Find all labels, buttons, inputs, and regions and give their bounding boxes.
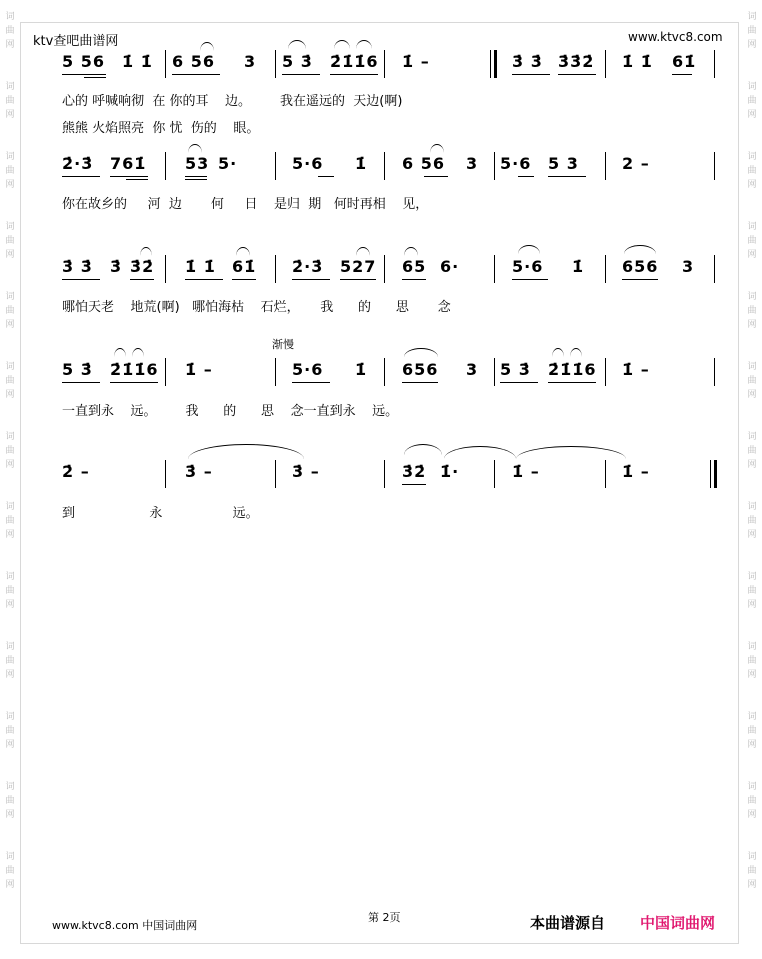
watermark-glyph: 网 — [747, 460, 757, 470]
watermark-glyph: 曲 — [5, 516, 15, 526]
watermark-glyph: 网 — [747, 110, 757, 120]
note-group: 3̇2̇ — [402, 462, 427, 481]
watermark-glyph: 曲 — [747, 446, 757, 456]
watermark-glyph: 词 — [747, 642, 757, 652]
watermark-glyph: 词 — [747, 852, 757, 862]
underline — [110, 176, 148, 177]
note-group: 6 56 — [402, 154, 445, 173]
watermark-glyph: 网 — [5, 110, 15, 120]
barline — [165, 50, 166, 78]
watermark-glyph: 曲 — [747, 376, 757, 386]
watermark-glyph: 词 — [5, 222, 15, 232]
watermark-glyph: 词 — [747, 82, 757, 92]
watermark-glyph: 词 — [747, 712, 757, 722]
watermark-glyph: 网 — [747, 880, 757, 890]
watermark-glyph: 词 — [5, 782, 15, 792]
note-group: 6· — [440, 257, 460, 276]
lyric-line: 到 永 远。 — [62, 506, 259, 521]
barline — [384, 358, 385, 386]
barline — [165, 152, 166, 180]
note-group: 3̇ 3̇ — [62, 257, 93, 276]
barline — [494, 255, 495, 283]
barline — [714, 152, 715, 180]
watermark-glyph: 网 — [5, 740, 15, 750]
note-group: 5 56 — [62, 52, 105, 71]
underline — [402, 484, 426, 485]
watermark-glyph: 曲 — [747, 96, 757, 106]
watermark-glyph: 网 — [5, 670, 15, 680]
watermark-glyph: 曲 — [5, 796, 15, 806]
note-group: 2̇·3̇ — [62, 154, 94, 173]
watermark-glyph: 曲 — [5, 446, 15, 456]
note-group: 2 – — [622, 154, 650, 173]
note-group: 5·6 — [512, 257, 544, 276]
watermark-glyph: 词 — [747, 222, 757, 232]
underline — [130, 279, 154, 280]
underline — [402, 279, 426, 280]
underline — [282, 74, 320, 75]
watermark-glyph: 曲 — [5, 166, 15, 176]
note-group: 5 3̇ — [282, 52, 313, 71]
watermark-glyph: 曲 — [747, 306, 757, 316]
barline — [494, 460, 495, 488]
tempo-marking: 渐慢 — [272, 338, 294, 351]
note-group: 1̇ – — [622, 462, 650, 481]
underline — [548, 176, 586, 177]
barline — [494, 358, 495, 386]
watermark-glyph: 词 — [747, 432, 757, 442]
watermark-glyph: 词 — [5, 362, 15, 372]
watermark-glyph: 词 — [5, 82, 15, 92]
watermark-glyph: 曲 — [5, 26, 15, 36]
header-left: ktv查吧曲谱网 — [33, 34, 119, 49]
note-group: 1̇ — [355, 360, 368, 379]
footer-site[interactable]: www.ktvc8.com 中国词曲网 — [52, 919, 198, 932]
underline — [500, 382, 538, 383]
watermark-glyph: 网 — [5, 390, 15, 400]
score-row-4 — [0, 358, 762, 398]
watermark-glyph: 曲 — [5, 376, 15, 386]
underline — [330, 74, 378, 75]
watermark-glyph: 曲 — [5, 306, 15, 316]
underline — [512, 74, 550, 75]
watermark-glyph: 网 — [5, 810, 15, 820]
watermark-glyph: 词 — [5, 712, 15, 722]
watermark-glyph: 词 — [747, 292, 757, 302]
barline — [714, 50, 715, 78]
note-group: 5 3 — [548, 154, 579, 173]
note-group: 656 — [622, 257, 659, 276]
underline — [232, 279, 256, 280]
note-group: 1̇ 1̇ — [185, 257, 216, 276]
barline — [165, 358, 166, 386]
watermark-glyph: 网 — [5, 320, 15, 330]
watermark-glyph: 网 — [747, 320, 757, 330]
score-row-3 — [0, 255, 762, 295]
watermark-glyph: 网 — [5, 180, 15, 190]
lyric-line: 一直到永 远。 我 的 思 念一直到永 远。 — [62, 404, 399, 419]
note-group: 1̇ – — [622, 360, 650, 379]
repeat-barline — [490, 50, 491, 78]
barline — [605, 50, 606, 78]
barline — [165, 255, 166, 283]
watermark-glyph: 网 — [747, 180, 757, 190]
watermark-glyph: 网 — [5, 40, 15, 50]
watermark-glyph: 网 — [747, 810, 757, 820]
watermark-glyph: 网 — [5, 600, 15, 610]
underline — [62, 279, 100, 280]
note-group: 656 — [402, 360, 439, 379]
underline — [548, 382, 596, 383]
underline — [185, 176, 207, 177]
note-group: 5 3̇ — [62, 360, 93, 379]
underline — [292, 382, 330, 383]
barline — [605, 152, 606, 180]
lyric-line: 熊熊 火焰照亮 你 忧 伤的 眼。 — [62, 121, 260, 136]
barline — [605, 358, 606, 386]
barline — [714, 255, 715, 283]
watermark-glyph: 曲 — [747, 166, 757, 176]
barline — [165, 460, 166, 488]
lyric-line: 你在故乡的 河 边 何 日 是归 期 何时再相 见， — [62, 197, 429, 212]
barline — [275, 50, 276, 78]
barline — [275, 255, 276, 283]
watermark-glyph: 网 — [747, 250, 757, 260]
note-group: 2̇1̇1̇6 — [548, 360, 597, 379]
note-group: 2̇1̇1̇6 — [110, 360, 159, 379]
watermark-glyph: 词 — [5, 502, 15, 512]
underline — [292, 279, 330, 280]
underline — [558, 74, 596, 75]
barline — [384, 152, 385, 180]
watermark-glyph: 曲 — [747, 586, 757, 596]
note-group: 5·6 — [500, 154, 532, 173]
underline — [402, 382, 438, 383]
watermark-glyph: 词 — [747, 782, 757, 792]
underline — [126, 179, 148, 180]
note-group: 1̇ — [572, 257, 585, 276]
note-group: 3 — [682, 257, 695, 276]
lyric-line: 心的 呼喊响彻 在 你的耳 边。 我在遥远的 天边(啊) — [62, 94, 403, 109]
note-group: 1̇ — [355, 154, 368, 173]
note-group: 2̇·3̇ — [292, 257, 324, 276]
underline — [518, 176, 534, 177]
watermark-glyph: 词 — [5, 432, 15, 442]
underline — [62, 74, 106, 75]
note-group: 761̇ — [110, 154, 147, 173]
watermark-glyph: 词 — [5, 642, 15, 652]
barline — [384, 460, 385, 488]
watermark-glyph: 词 — [747, 572, 757, 582]
watermark-glyph: 词 — [747, 152, 757, 162]
watermark-glyph: 网 — [747, 740, 757, 750]
underline — [172, 74, 220, 75]
watermark-glyph: 词 — [5, 152, 15, 162]
note-group: 3 — [244, 52, 257, 71]
underline — [318, 176, 334, 177]
note-group: 5· — [218, 154, 238, 173]
note-group: 53 — [185, 154, 210, 173]
barline — [275, 460, 276, 488]
footer-source-label: 本曲谱源自 — [530, 914, 606, 932]
barline — [494, 152, 495, 180]
note-group: 3 — [466, 360, 479, 379]
lyric-line: 哪怕天老 地荒(啊) 哪怕海枯 石烂， 我 的 思 念 — [62, 300, 451, 315]
watermark-glyph: 词 — [5, 572, 15, 582]
watermark-glyph: 曲 — [747, 866, 757, 876]
watermark-glyph: 曲 — [5, 586, 15, 596]
note-group: 5 3̇ — [500, 360, 531, 379]
note-group: 3̇ – — [292, 462, 320, 481]
note-group: 5·6 — [292, 360, 324, 379]
note-group: 61̇ — [672, 52, 697, 71]
note-group: 3̇2̇ — [130, 257, 155, 276]
underline — [110, 382, 158, 383]
underline — [185, 179, 207, 180]
watermark-glyph: 网 — [5, 530, 15, 540]
footer-source-name[interactable]: 中国词曲网 — [640, 914, 716, 932]
underline — [672, 74, 692, 75]
watermark-glyph: 词 — [5, 292, 15, 302]
watermark-glyph: 曲 — [747, 516, 757, 526]
watermark-glyph: 曲 — [5, 236, 15, 246]
underline — [62, 382, 100, 383]
page-number: 第 2页 — [368, 911, 401, 924]
watermark-glyph: 网 — [5, 880, 15, 890]
note-group: 3̇ — [110, 257, 123, 276]
underline — [84, 77, 106, 78]
note-group: 3 — [466, 154, 479, 173]
barline — [275, 152, 276, 180]
underline — [424, 176, 448, 177]
watermark-glyph: 网 — [747, 530, 757, 540]
watermark-glyph: 曲 — [5, 866, 15, 876]
note-group: 3̇ – — [185, 462, 213, 481]
barline — [384, 50, 385, 78]
note-group: 6 56 — [172, 52, 215, 71]
watermark-glyph: 网 — [747, 390, 757, 400]
note-group: 527 — [340, 257, 377, 276]
watermark-glyph: 曲 — [5, 726, 15, 736]
note-group: 1̇ – — [512, 462, 540, 481]
final-barline — [710, 460, 711, 488]
watermark-glyph: 曲 — [5, 656, 15, 666]
note-group: 2̇ – — [62, 462, 90, 481]
barline — [605, 460, 606, 488]
note-group: 3̇ 3̇ — [512, 52, 543, 71]
watermark-glyph: 网 — [747, 600, 757, 610]
watermark-glyph: 曲 — [747, 726, 757, 736]
watermark-glyph: 网 — [5, 250, 15, 260]
repeat-barline-thick — [494, 50, 497, 78]
watermark-glyph: 词 — [5, 12, 15, 22]
watermark-glyph: 曲 — [747, 236, 757, 246]
barline — [605, 255, 606, 283]
underline — [185, 279, 223, 280]
header-right-url[interactable]: www.ktvc8.com — [628, 30, 723, 44]
note-group: 1̇· — [440, 462, 460, 481]
watermark-glyph: 词 — [747, 362, 757, 372]
underline — [512, 279, 548, 280]
score-row-5 — [0, 460, 762, 500]
barline — [384, 255, 385, 283]
note-group: 1̇ 1̇ — [622, 52, 653, 71]
watermark-glyph: 词 — [5, 852, 15, 862]
watermark-glyph: 网 — [747, 670, 757, 680]
note-group: 1̇ 1̇ — [122, 52, 153, 71]
note-group: 61̇ — [232, 257, 257, 276]
watermark-glyph: 网 — [747, 40, 757, 50]
watermark-glyph: 曲 — [5, 96, 15, 106]
watermark-glyph: 词 — [747, 502, 757, 512]
score-row-2 — [0, 152, 762, 192]
score-row-1 — [0, 50, 762, 90]
underline — [622, 279, 658, 280]
note-group: 1̇ – — [185, 360, 213, 379]
note-group: 65 — [402, 257, 427, 276]
note-group: 3̇3̇2̇ — [558, 52, 595, 71]
barline — [275, 358, 276, 386]
underline — [62, 176, 100, 177]
barline — [714, 358, 715, 386]
watermark-glyph: 词 — [747, 12, 757, 22]
final-barline-thick — [714, 460, 717, 488]
watermark-glyph: 网 — [5, 460, 15, 470]
note-group: 1̇ – — [402, 52, 430, 71]
note-group: 5·6 — [292, 154, 324, 173]
underline — [340, 279, 376, 280]
note-group: 2̇1̇1̇6 — [330, 52, 379, 71]
watermark-glyph: 曲 — [747, 26, 757, 36]
watermark-glyph: 曲 — [747, 656, 757, 666]
watermark-glyph: 曲 — [747, 796, 757, 806]
